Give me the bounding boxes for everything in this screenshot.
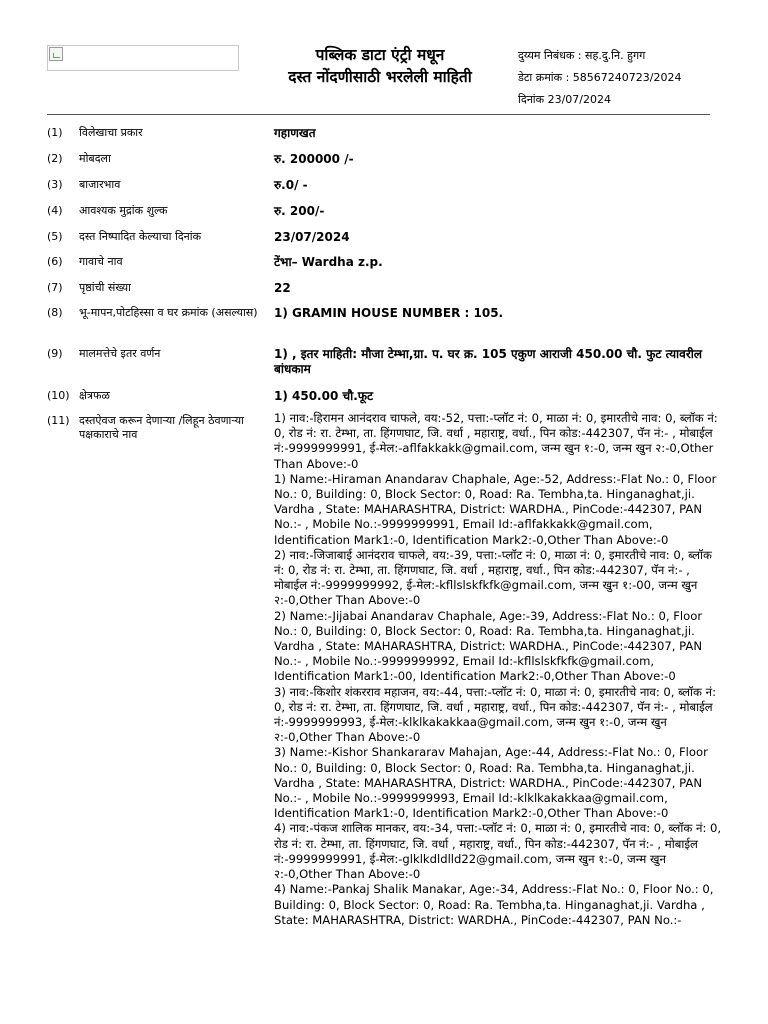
field-number: (3)	[47, 178, 63, 191]
party-entry: 1) नाव:-हिरामन आनंदराव चाफले, वय:-52, पत्ता:-प्लॉट नं: 0, माळा नं: 0, इमारतीचे नाव: 0, ब्लॉक नं: 0, रोड नं: रा. टेम्भा, ता. हिंगणघाट, जि. वर्धा , महाराष्ट्र, वर्धा., पिन कोड:-442307, पॅन नं:- , मोबाईल नं:-9999999991, ई-मेल:-aflfakkakk@gmail.com, जन्म खुन १:-0, जन्म खुन २:-0,Other Than Above:-0	[274, 411, 718, 471]
field-value: रु. 200000 /-	[274, 152, 354, 166]
party-entry: 1) Name:-Hiraman Anandarav Chaphale, Age:-52, Address:-Flat No.: 0, Floor No.: 0, Building: 0, Block Sector: 0, Road: Ra. Tembha,ta. Hinganaghat,ji. Vardha , State: MAHARASHTRA, District: WARDHA., PinCode:-442307, PAN No.:- , Mobile No.:-9999999991, Email Id:-aflfakkakk@gmail.com, Identification Mark1:-0, Identification Mark2:-0,Other Than Above:-0	[274, 471, 717, 547]
field-number: (11)	[47, 414, 70, 427]
party-entry: 2) Name:-Jijabai Anandarav Chaphale, Age:-39, Address:-Flat No.: 0, Floor No.: 0, Building: 0, Block Sector: 0, Road: Ra. Tembha,ta. Hinganaghat,ji. Vardha , State: MAHARASHTRA, District: WARDHA., PinCode:-442307, PAN No.:- , Mobile No.:-9999999992, Email Id:-kfllslskfkfk@gmail.com, Identification Mark1:-00, Identification Mark2:-0,Other Than Above:-0	[274, 608, 703, 684]
party-entry: 3) नाव:-किशोर शंकरराव महाजन, वय:-44, पत्ता:-प्लॉट नं: 0, माळा नं: 0, इमारतीचे नाव: 0, ब्लॉक नं: 0, रोड नं: रा. टेम्भा, ता. हिंगणघाट, जि. वर्धा , महाराष्ट्र, वर्धा., पिन कोड:-442307, पॅन नं:- , मोबाईल नं:-9999999993, ई-मेल:-klklkakakkaa@gmail.com, जन्म खुन १:-0, जन्म खुन २:-0,Other Than Above:-0	[274, 684, 716, 745]
title-line-2: दस्त नोंदणीसाठी भरलेली माहिती	[288, 68, 472, 86]
party-entry: 4) नाव:-पंकज शालिक मानकर, वय:-34, पत्ता:-प्लॉट नं: 0, माळा नं: 0, इमारतीचे नाव: 0, ब्लॉक नं: 0, रोड नं: रा. टेम्भा, ता. हिंगणघाट, जि. वर्धा , महाराष्ट्र, वर्धा., पिन कोड:-442307, पॅन नं:- , मोबाईल नं:-9999999991, ई-मेल:-glklkdldlld22@gmail.com, जन्म खुन १:-0, जन्म खुन २:-0,Other Than Above:-0	[274, 821, 722, 882]
document-title	[262, 44, 498, 88]
field-number: (2)	[47, 152, 63, 165]
data-number: डेटा क्रमांक : 58567240723/2024	[518, 71, 682, 84]
parties-list	[274, 411, 724, 928]
field-label: विलेखाचा प्रकार	[79, 126, 143, 139]
field-value: गहाणखत	[274, 126, 316, 140]
field-value: 1) , इतर माहिती: मौजा टेम्भा,ग्रा. प. घर क्र. 105 एकुण आराजी 450.00 चौ. फुट त्यावरील बांधकाम	[274, 347, 702, 376]
date: दिनांक 23/07/2024	[518, 93, 611, 106]
field-number: (10)	[47, 389, 70, 402]
field-value: 22	[274, 281, 291, 295]
party-entry: 3) Name:-Kishor Shankararav Mahajan, Age:-44, Address:-Flat No.: 0, Floor No.: 0, Building: 0, Block Sector: 0, Road: Ra. Tembha,ta. Hinganaghat,ji. Vardha , State: MAHARASHTRA, District: WARDHA., PinCode:-442307, PAN No.:- , Mobile No.:-9999999993, Email Id:-klklkakakkaa@gmail.com, Identification Mark1:-0, Identification Mark2:-0,Other Than Above:-0	[274, 745, 708, 821]
field-label: मोबदला	[79, 152, 111, 165]
field-number: (4)	[47, 204, 63, 217]
field-value: 1) 450.00 चौ.फूट	[274, 389, 374, 403]
field-label: दस्तऐवज करून देणाऱ्या /लिहून ठेवणाऱ्या पक्षकाराचे नाव	[79, 414, 245, 441]
field-number: (1)	[47, 126, 63, 139]
broken-image-icon	[49, 47, 63, 61]
field-value: रु.0/ -	[274, 178, 308, 192]
party-entry: 4) Name:-Pankaj Shalik Manakar, Age:-34, Address:-Flat No.: 0, Floor No.: 0, Building: 0, Block Sector: 0, Road: Ra. Tembha,ta. Hinganaghat,ji. Vardha , State: MAHARASHTRA, District: WARDHA., PinCode:-442307, PAN No.:-	[274, 882, 714, 927]
logo-image-placeholder	[47, 45, 239, 71]
field-label: मालमत्तेचे इतर वर्णन	[79, 347, 161, 360]
field-value: 23/07/2024	[274, 230, 350, 244]
registration-meta	[518, 45, 681, 111]
field-label: पृष्ठांची संख्या	[79, 281, 132, 294]
header-divider	[47, 114, 710, 115]
sub-registrar: दुय्यम निबंधक : सह.दु.नि. हुगग	[518, 49, 646, 62]
field-value: 1) GRAMIN HOUSE NUMBER : 105.	[274, 306, 504, 320]
field-value: रु. 200/-	[274, 204, 325, 218]
field-label: गावाचे नाव	[79, 255, 123, 268]
field-label: बाजारभाव	[79, 178, 121, 191]
field-number: (8)	[47, 306, 63, 319]
field-label: भू-मापन,पोटहिस्सा व घर क्रमांक (असल्यास)	[79, 306, 258, 319]
field-number: (5)	[47, 230, 63, 243]
field-label: क्षेत्रफळ	[79, 389, 110, 402]
field-label: आवश्यक मुद्रांक शुल्क	[79, 204, 168, 217]
field-number: (7)	[47, 281, 63, 294]
field-label: दस्त निष्पादित केल्याचा दिनांक	[79, 230, 202, 243]
party-entry: 2) नाव:-जिजाबाई आनंदराव चाफले, वय:-39, पत्ता:-प्लॉट नं: 0, माळा नं: 0, इमारतीचे नाव: 0, ब्लॉक नं: 0, रोड नं: रा. टेम्भा, ता. हिंगणघाट, जि. वर्धा , महाराष्ट्र, वर्धा., पिन कोड:-442307, पॅन नं:- , मोबाईल नं:-9999999992, ई-मेल:-kfllslskfkfk@gmail.com, जन्म खुन १:-00, जन्म खुन २:-0,Other Than Above:-0	[274, 547, 712, 608]
title-line-1: पब्लिक डाटा एंट्री मधून	[315, 46, 445, 64]
field-number: (9)	[47, 347, 63, 360]
field-number: (6)	[47, 255, 63, 268]
field-value: टेंभा– Wardha z.p.	[274, 255, 383, 269]
